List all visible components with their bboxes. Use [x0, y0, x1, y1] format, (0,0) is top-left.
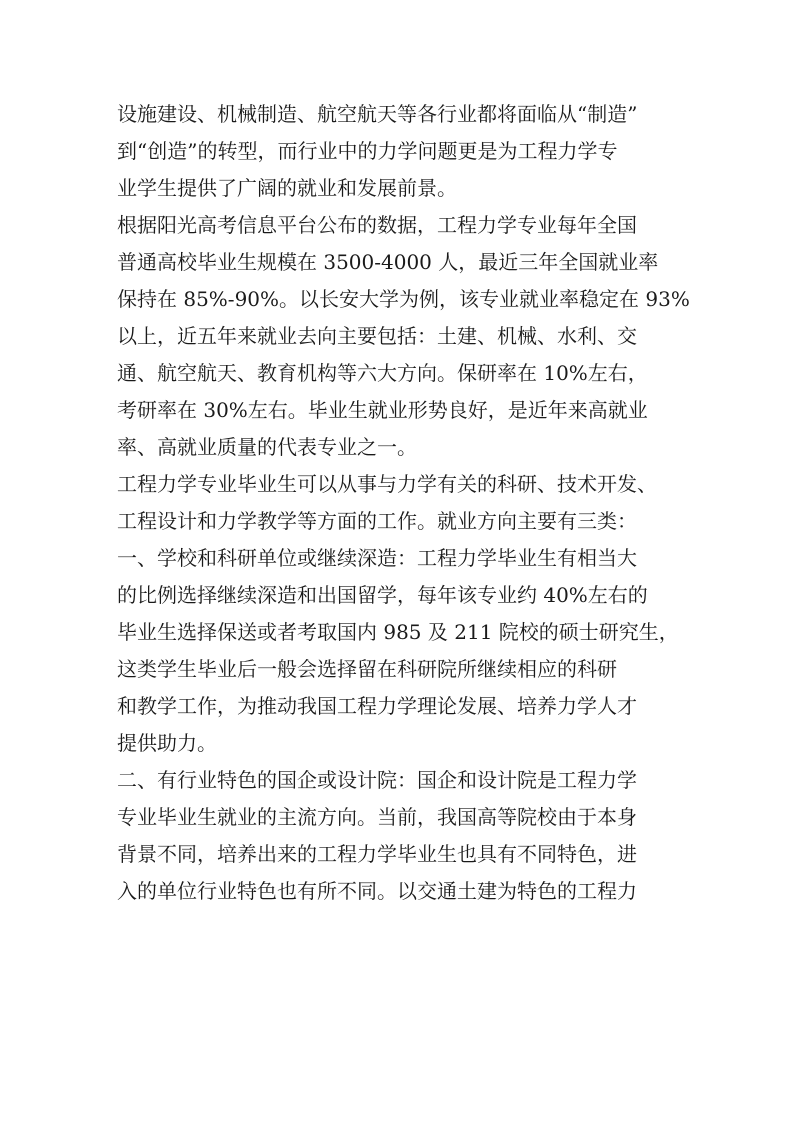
text-line: 业学生提供了广阔的就业和发展前景。: [117, 176, 457, 200]
text-line: 工程设计和力学教学等方面的工作。就业方向主要有三类：: [117, 509, 637, 533]
text-line: 到“创造”的转型，而行业中的力学问题更是为工程力学专: [117, 139, 618, 163]
text-line: 毕业生选择保送或者考取国内 985 及 211 院校的硕士研究生，: [117, 620, 679, 644]
text-line: 工程力学专业毕业生可以从事与力学有关的科研、技术开发、: [117, 472, 657, 496]
text-line: 普通高校毕业生规模在 3500-4000 人，最近三年全国就业率: [117, 250, 659, 274]
text-line: 提供助力。: [117, 731, 217, 755]
text-line: 的比例选择继续深造和出国留学，每年该专业约 40%左右的: [117, 583, 648, 607]
text-line: 入的单位行业特色也有所不同。以交通土建为特色的工程力: [117, 879, 637, 903]
text-line: 通、航空航天、教育机构等六大方向。保研率在 10%左右，: [117, 361, 648, 385]
text-line: 背景不同，培养出来的工程力学毕业生也具有不同特色，进: [117, 842, 637, 866]
text-line: 二、有行业特色的国企或设计院：国企和设计院是工程力学: [117, 768, 637, 792]
text-line: 根据阳光高考信息平台公布的数据，工程力学专业每年全国: [117, 213, 637, 237]
text-line: 这类学生毕业后一般会选择留在科研院所继续相应的科研: [117, 657, 617, 681]
text-line: 保持在 85%-90%。以长安大学为例，该专业就业率稳定在 93%: [117, 287, 690, 311]
text-line: 专业毕业生就业的主流方向。当前，我国高等院校由于本身: [117, 805, 637, 829]
text-line: 一、学校和科研单位或继续深造：工程力学毕业生有相当大: [117, 546, 637, 570]
text-line: 和教学工作，为推动我国工程力学理论发展、培养力学人才: [117, 694, 637, 718]
text-line: 以上，近五年来就业去向主要包括：土建、机械、水利、交: [117, 324, 637, 348]
text-line: 设施建设、机械制造、航空航天等各行业都将面临从“制造”: [117, 102, 638, 126]
text-line: 率、高就业质量的代表专业之一。: [117, 435, 417, 459]
document-body: [117, 96, 690, 910]
text-line: 考研率在 30%左右。毕业生就业形势良好，是近年来高就业: [117, 398, 648, 422]
